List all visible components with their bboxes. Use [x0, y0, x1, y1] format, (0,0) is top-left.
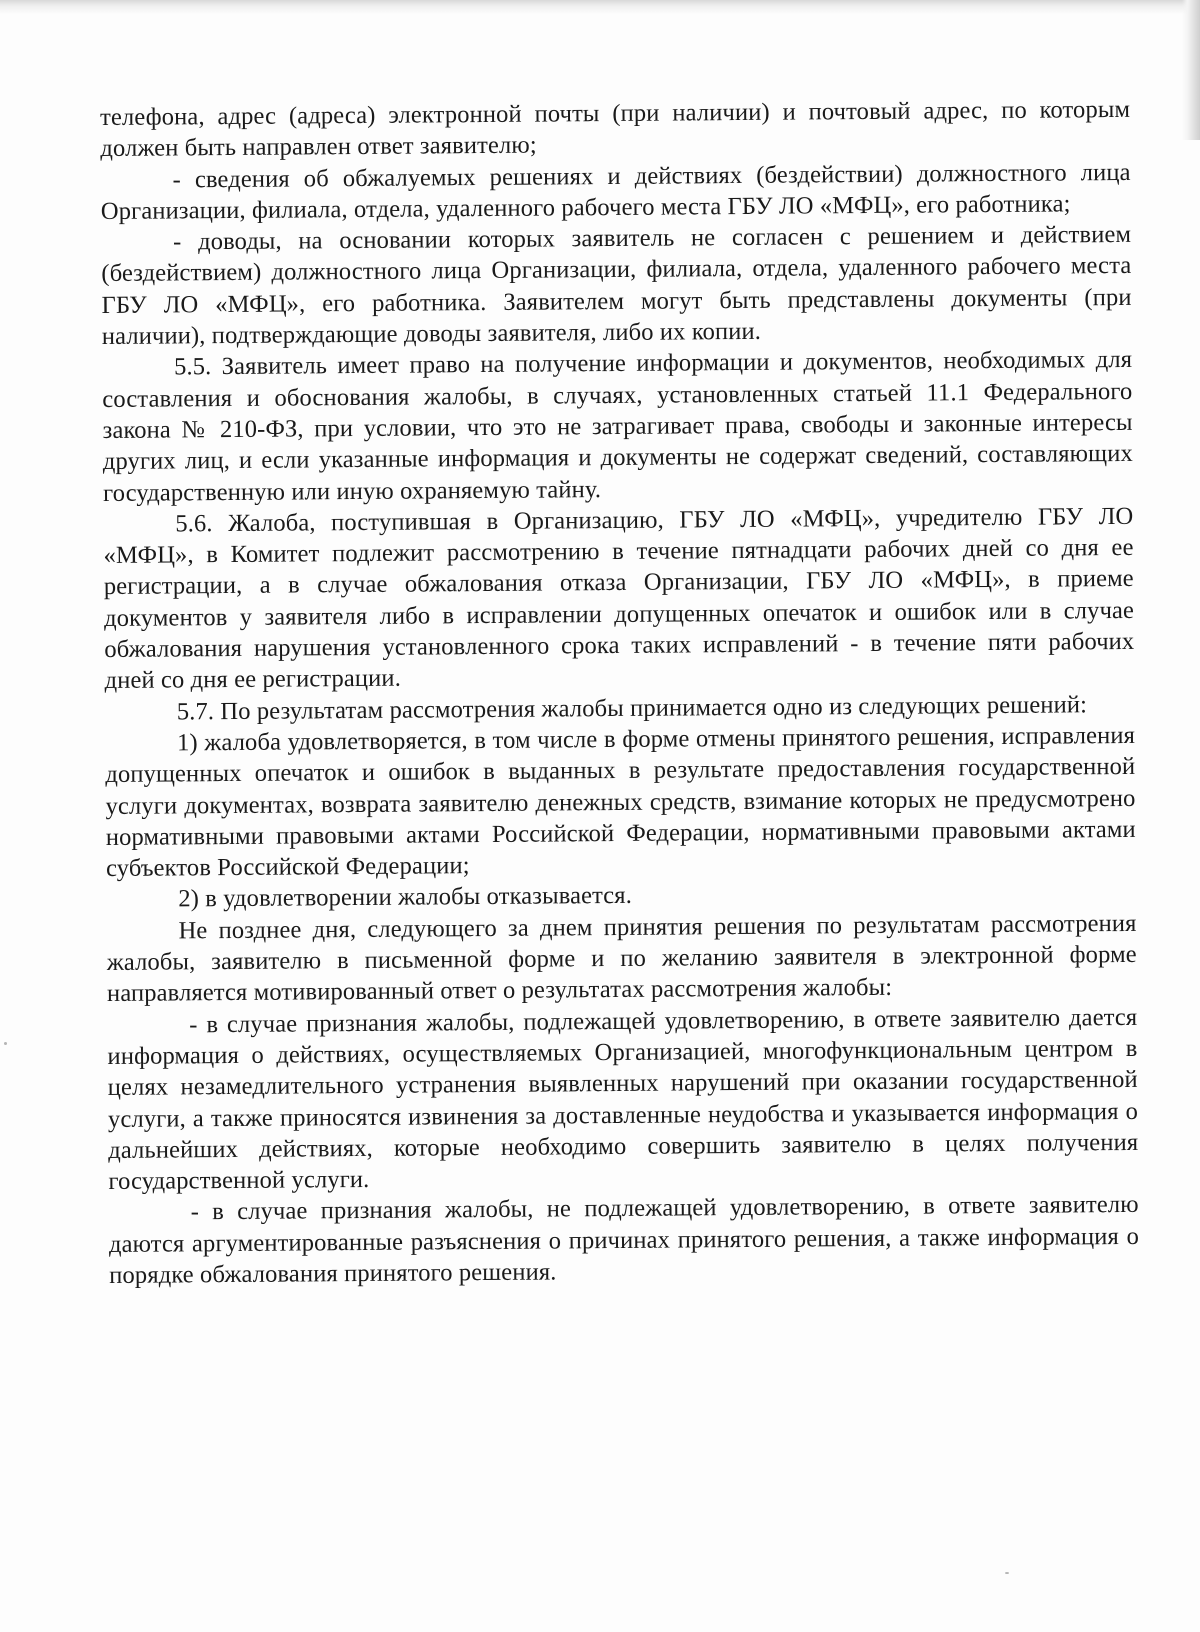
scan-speck — [1005, 1572, 1009, 1574]
paragraph-response-rejected: - в случае признания жалобы, не подлежащей удовлетворению, в ответе заявителю даются аргументированные разъяснения о причинах принятого решения, а также информация о порядке обжалования принятого решения. — [108, 1191, 1140, 1289]
paragraph-5-5: 5.5. Заявитель имеет право на получение информации и документов, необходимых для составления и обоснования жалобы, в случаях, установленных статьей 11.1 Федерального закона № 210-ФЗ, при условии, что это не затрагивает права, свободы и законные интересы других лиц, и если указанные информация и документы не содержат сведений, составляющих государственную или иную охраняемую тайну. — [102, 346, 1133, 507]
scan-right-edge — [1182, 0, 1200, 140]
paragraph-contact-info: телефона, адрес (адреса) электронной почты (при наличии) и почтовый адрес, по которым должен быть направлен ответ заявителю; — [100, 95, 1131, 163]
scan-speck — [4, 1042, 7, 1045]
paragraph-decision-1: 1) жалоба удовлетворяется, в том числе в форме отмены принятого решения, исправления допущенных опечаток и ошибок в выданных в результате предоставления государственной услуги документах, возврата заявителю денежных средств, взимание которых не предусмотрено нормативными правовыми актами Российской Федерации, нормативными правовыми актами субъектов Российской Федерации; — [105, 721, 1136, 883]
document-body — [100, 94, 1139, 1291]
paragraph-decision-2: 2) в удовлетворении жалобы отказывается. — [178, 882, 632, 913]
paragraph-appealed-decisions: - сведения об обжалуемых решениях и действиях (бездействии) должностного лица Организации, филиала, отдела, удаленного рабочего места ГБУ ЛО «МФЦ», его работника; — [100, 158, 1131, 225]
paragraph-arguments: - доводы, на основании которых заявитель не согласен с решением и действием (бездействием) должностного лица Организации, филиала, отдела, удаленного рабочего места ГБУ ЛО «МФЦ», его работника. Заявителем могут быть представлены документы (при наличии), подтверждающие доводы заявителя, либо их копии. — [101, 221, 1132, 351]
paragraph-5-7: 5.7. По результатам рассмотрения жалобы принимается одно из следующих решений: — [176, 690, 1088, 726]
scan-top-edge — [0, 0, 1200, 14]
paragraph-5-6: 5.6. Жалоба, поступившая в Организацию, ГБУ ЛО «МФЦ», учредителю ГБУ ЛО «МФЦ», в Комитет подлежит рассмотрению в течение пятнадцати рабочих дней со дня ее регистрации, а в случае обжалования отказа Организации, ГБУ ЛО «МФЦ», в приеме документов у заявителя либо в исправлении допущенных опечаток и ошибок или в случае обжалования нарушения установленного срока таких исправлений - в течение пяти рабочих дней со дня ее регистрации. — [103, 502, 1135, 695]
paragraph-response-satisfied: - в случае признания жалобы, подлежащей удовлетворению, в ответе заявителю дается информация о действиях, осуществляемых Организацией, многофункциональным центром в целях незамедлительного устранения выявленных нарушений при оказании государственной услуги, а также приносятся извинения за доставленные неудобства и указывается информация о дальнейших действиях, которые необходимо совершить заявителю в целях получения государственной услуги. — [107, 1003, 1139, 1196]
paragraph-response-deadline: Не позднее дня, следующего за днем принятия решения по результатам рассмотрения жалобы, заявителю в письменной форме и по желанию заявителя в электронной форме направляется мотивированный ответ о результатах рассмотрения жалобы: — [106, 909, 1137, 1008]
